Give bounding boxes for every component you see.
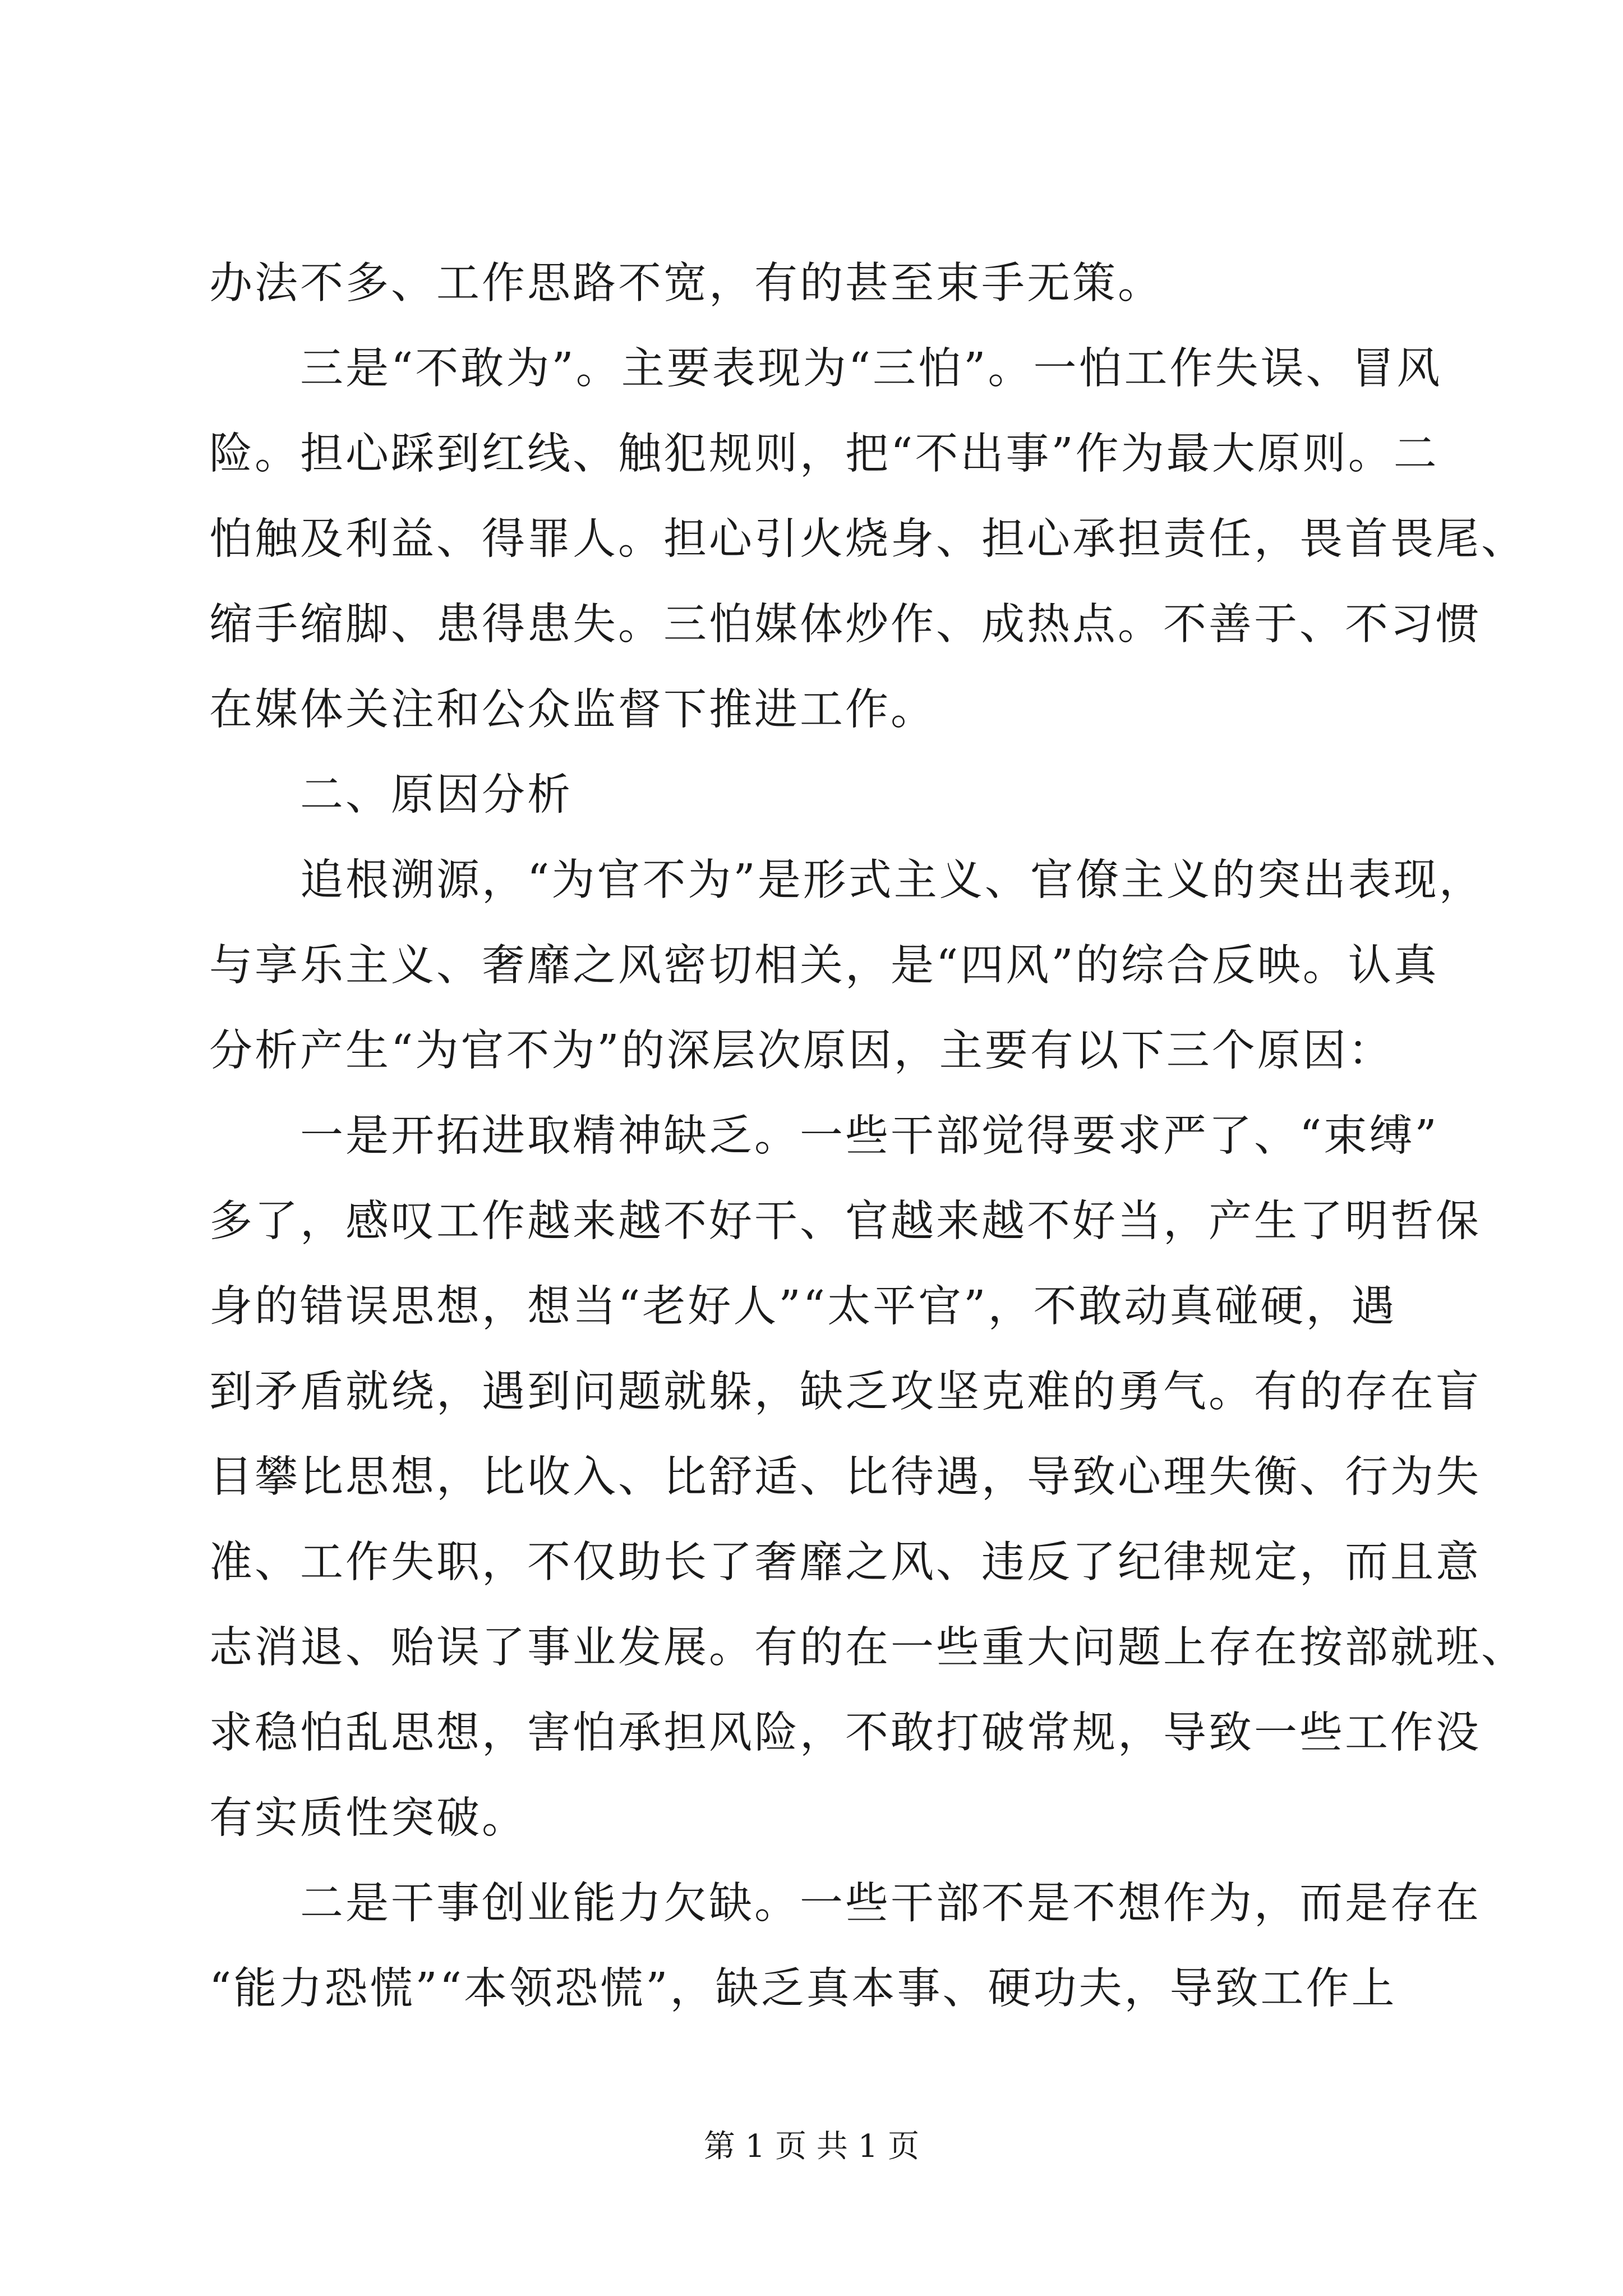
text-line: 到矛盾就绕，遇到问题就躲，缺乏攻坚克难的勇气。有的存在盲	[209, 1367, 1481, 1417]
text-line: 目攀比思想，比收入、比舒适、比待遇，导致心理失衡、行为失	[209, 1452, 1481, 1502]
text-line: 缩手缩脚、患得患失。三怕媒体炒作、成热点。不善于、不习惯	[209, 600, 1481, 650]
text-line: 分析产生“为官不为”的深层次原因，主要有以下三个原因：	[209, 1026, 1394, 1076]
text-line: 二是干事创业能力欠缺。一些干部不是不想作为，而是存在	[209, 1879, 1481, 1929]
text-line: 一是开拓进取精神缺乏。一些干部觉得要求严了、“束缚”	[209, 1111, 1439, 1161]
text-line: 险。担心踩到红线、触犯规则，把“不出事”作为最大原则。二	[209, 429, 1439, 479]
text-line: 身的错误思想，想当“老好人”“太平官”，不敢动真碰硬，遇	[209, 1282, 1397, 1332]
text-line: 与享乐主义、奢靡之风密切相关，是“四风”的综合反映。认真	[209, 941, 1439, 991]
text-line: 追根溯源，“为官不为”是形式主义、官僚主义的突出表现，	[209, 855, 1484, 905]
text-line: 在媒体关注和公众监督下推进工作。	[209, 685, 936, 735]
text-line: 求稳怕乱思想，害怕承担风险，不敢打破常规，导致一些工作没	[209, 1708, 1481, 1758]
page-footer: 第 1 页 共 1 页	[703, 2128, 920, 2165]
section-heading: 二、原因分析	[209, 770, 573, 820]
text-line: 办法不多、工作思路不宽，有的甚至束手无策。	[209, 259, 1163, 309]
text-line: 志消退、贻误了事业发展。有的在一些重大问题上存在按部就班、	[209, 1623, 1527, 1673]
text-line: 多了，感叹工作越来越不好干、官越来越不好当，产生了明哲保	[209, 1197, 1481, 1246]
text-line: 三是“不敢为”。主要表现为“三怕”。一怕工作失误、冒风	[209, 344, 1442, 394]
document-body	[209, 241, 1527, 2032]
text-line: 准、工作失职，不仅助长了奢靡之风、违反了纪律规定，而且意	[209, 1538, 1481, 1588]
text-line: 有实质性突破。	[209, 1793, 527, 1843]
text-line: “能力恐慌”“本领恐慌”，缺乏真本事、硬功夫，导致工作上	[209, 1964, 1397, 2014]
text-line: 怕触及利益、得罪人。担心引火烧身、担心承担责任，畏首畏尾、	[209, 514, 1527, 564]
